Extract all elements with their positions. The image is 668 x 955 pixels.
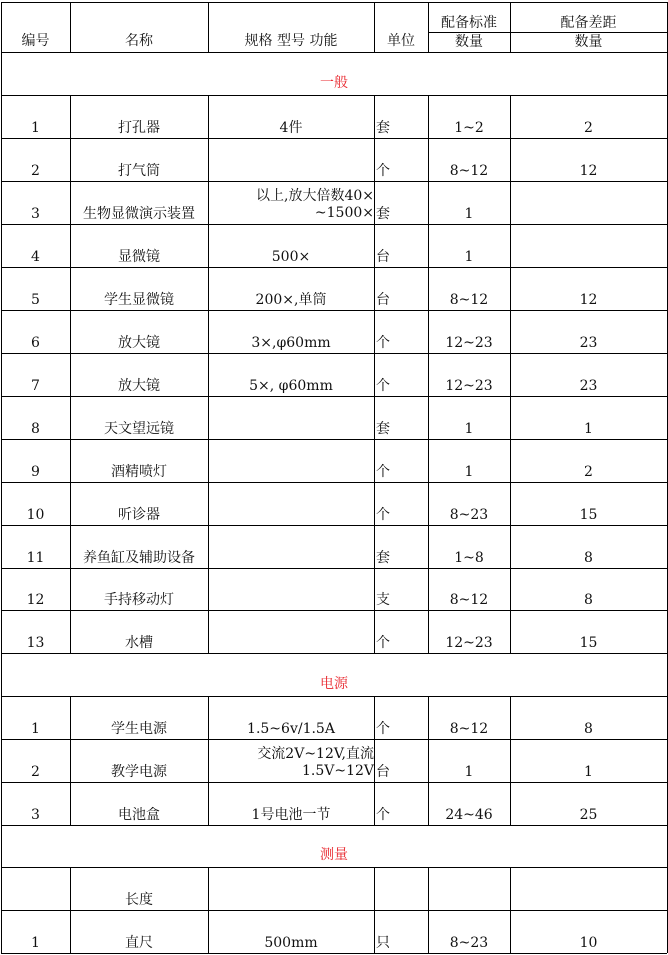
row-spec: 4件 bbox=[279, 120, 303, 136]
row-unit: 台 bbox=[376, 292, 390, 308]
row-no: 12 bbox=[26, 592, 45, 608]
row-unit: 个 bbox=[376, 507, 390, 523]
header-gap-top: 配备差距 bbox=[560, 15, 617, 31]
row-name: 直尺 bbox=[125, 935, 153, 951]
row-standard: 1 bbox=[464, 206, 474, 222]
row-no: 8 bbox=[31, 421, 40, 437]
grid-vline bbox=[374, 95, 375, 653]
row-spec bbox=[208, 867, 374, 910]
row-spec: 3×,φ60mm bbox=[251, 335, 331, 351]
row-spec: 200×,单筒 bbox=[255, 292, 327, 308]
row-name: 显微镜 bbox=[118, 249, 160, 265]
row-standard: 12~23 bbox=[445, 378, 493, 394]
grid-vline bbox=[208, 867, 209, 953]
row-standard: 8~23 bbox=[449, 935, 489, 951]
row-name: 打孔器 bbox=[118, 120, 160, 136]
row-no: 1 bbox=[31, 120, 40, 136]
row-standard: 8~12 bbox=[449, 292, 489, 308]
row-spec bbox=[208, 610, 374, 653]
grid-hline bbox=[1, 610, 667, 611]
row-gap bbox=[510, 224, 667, 267]
row-name: 长度 bbox=[125, 892, 153, 908]
grid-hline bbox=[1, 953, 667, 954]
row-spec: 5×, φ60mm bbox=[249, 378, 333, 394]
grid-hline bbox=[1, 396, 667, 397]
row-name: 生物显微演示装置 bbox=[83, 206, 195, 222]
row-gap: 15 bbox=[579, 635, 598, 651]
grid-hline bbox=[1, 267, 667, 268]
row-gap: 8 bbox=[584, 592, 593, 608]
row-standard: 1 bbox=[464, 464, 474, 480]
grid-hline bbox=[1, 95, 667, 96]
row-standard: 1 bbox=[464, 249, 474, 265]
row-standard: 8~12 bbox=[449, 721, 489, 737]
row-name: 酒精喷灯 bbox=[111, 464, 167, 480]
grid-hline bbox=[1, 825, 667, 826]
row-no: 11 bbox=[26, 550, 45, 566]
header-no: 编号 bbox=[21, 33, 50, 49]
row-standard: 8~23 bbox=[449, 507, 489, 523]
row-unit: 个 bbox=[376, 335, 390, 351]
row-spec bbox=[208, 181, 374, 224]
header-standard-divider bbox=[428, 32, 667, 33]
row-spec: 1.5~6v/1.5A bbox=[247, 721, 335, 737]
grid-vline bbox=[428, 867, 429, 953]
grid-hline bbox=[1, 525, 667, 526]
row-standard: 12~23 bbox=[445, 335, 493, 351]
row-unit: 只 bbox=[376, 935, 390, 951]
grid-hline bbox=[1, 52, 667, 53]
row-no: 13 bbox=[26, 635, 45, 651]
row-standard: 1 bbox=[464, 421, 474, 437]
grid-vline bbox=[374, 2, 375, 52]
section-title: 一般 bbox=[320, 75, 348, 91]
header-gap-bottom: 数量 bbox=[574, 34, 603, 50]
grid-vline bbox=[208, 2, 209, 52]
row-gap: 23 bbox=[579, 378, 598, 394]
row-unit: 个 bbox=[376, 721, 390, 737]
grid-hline bbox=[1, 224, 667, 225]
header-spec: 规格 型号 功能 bbox=[244, 33, 338, 49]
row-spec bbox=[208, 482, 374, 525]
grid-hline bbox=[1, 653, 667, 654]
row-gap: 2 bbox=[584, 120, 593, 136]
row-name: 电池盒 bbox=[118, 807, 160, 823]
row-gap: 10 bbox=[579, 935, 598, 951]
row-unit: 个 bbox=[376, 378, 390, 394]
row-gap: 25 bbox=[579, 807, 598, 823]
grid-hline bbox=[1, 867, 667, 868]
row-no: 5 bbox=[31, 292, 40, 308]
row-name: 听诊器 bbox=[118, 507, 160, 523]
row-spec: 1号电池一节 bbox=[251, 807, 331, 823]
grid-hline bbox=[1, 353, 667, 354]
row-gap: 8 bbox=[584, 550, 593, 566]
row-spec bbox=[208, 396, 374, 439]
row-name: 学生电源 bbox=[111, 721, 167, 737]
grid-vline bbox=[208, 696, 209, 825]
row-unit bbox=[374, 867, 428, 910]
row-gap: 8 bbox=[584, 721, 593, 737]
header-name: 名称 bbox=[125, 33, 153, 49]
spec-line-2: ~1500× bbox=[314, 205, 374, 221]
row-gap: 23 bbox=[579, 335, 598, 351]
row-standard: 12~23 bbox=[445, 635, 493, 651]
row-standard: 1 bbox=[464, 764, 474, 780]
row-no: 6 bbox=[31, 335, 40, 351]
grid-hline bbox=[1, 696, 667, 697]
grid-vline bbox=[70, 95, 71, 653]
row-no: 4 bbox=[31, 249, 40, 265]
row-spec bbox=[208, 525, 374, 568]
grid-vline bbox=[374, 696, 375, 825]
grid-vline bbox=[1, 2, 2, 953]
grid-vline bbox=[510, 95, 511, 653]
row-spec bbox=[208, 138, 374, 181]
row-no: 3 bbox=[31, 206, 40, 222]
grid-hline bbox=[1, 568, 667, 569]
row-no: 7 bbox=[31, 378, 40, 394]
row-spec bbox=[208, 568, 374, 610]
grid-hline bbox=[1, 2, 667, 3]
row-gap: 1 bbox=[584, 764, 593, 780]
row-no: 1 bbox=[31, 935, 40, 951]
row-gap bbox=[510, 181, 667, 224]
row-unit: 台 bbox=[376, 764, 390, 780]
header-standard-top: 配备标准 bbox=[441, 15, 497, 31]
spec-line-1: 以上,放大倍数40× bbox=[256, 188, 374, 204]
grid-hline bbox=[1, 181, 667, 182]
row-unit: 支 bbox=[376, 592, 390, 608]
grid-hline bbox=[1, 138, 667, 139]
row-unit: 套 bbox=[376, 120, 390, 136]
row-no: 2 bbox=[31, 163, 40, 179]
row-name: 手持移动灯 bbox=[104, 592, 174, 608]
row-no: 2 bbox=[31, 764, 40, 780]
row-spec bbox=[208, 439, 374, 482]
row-no: 10 bbox=[26, 507, 45, 523]
section-title: 电源 bbox=[320, 676, 348, 692]
grid-hline bbox=[1, 910, 667, 911]
row-name: 学生显微镜 bbox=[104, 292, 174, 308]
row-no: 9 bbox=[31, 464, 40, 480]
grid-hline bbox=[1, 482, 667, 483]
row-gap bbox=[510, 867, 667, 910]
row-gap: 15 bbox=[579, 507, 598, 523]
row-gap: 12 bbox=[579, 292, 598, 308]
row-no: 3 bbox=[31, 807, 40, 823]
grid-vline bbox=[428, 696, 429, 825]
row-standard: 8~12 bbox=[449, 163, 489, 179]
row-unit: 个 bbox=[376, 464, 390, 480]
row-gap: 12 bbox=[579, 163, 598, 179]
grid-vline bbox=[70, 867, 71, 953]
row-unit: 套 bbox=[376, 550, 390, 566]
header-unit: 单位 bbox=[387, 33, 415, 49]
grid-hline bbox=[1, 782, 667, 783]
grid-vline bbox=[428, 2, 429, 52]
row-no bbox=[1, 867, 70, 910]
grid-hline bbox=[1, 739, 667, 740]
row-unit: 个 bbox=[376, 635, 390, 651]
grid-vline bbox=[70, 696, 71, 825]
grid-vline bbox=[510, 867, 511, 953]
row-name: 养鱼缸及辅助设备 bbox=[83, 550, 195, 566]
grid-hline bbox=[1, 439, 667, 440]
row-unit: 个 bbox=[376, 807, 390, 823]
grid-vline bbox=[374, 867, 375, 953]
row-gap: 1 bbox=[584, 421, 593, 437]
row-unit: 个 bbox=[376, 163, 390, 179]
grid-vline bbox=[428, 95, 429, 653]
row-name: 天文望远镜 bbox=[104, 421, 174, 437]
row-standard: 8~12 bbox=[449, 592, 489, 608]
header-standard-bottom: 数量 bbox=[455, 34, 483, 50]
row-name: 放大镜 bbox=[118, 335, 160, 351]
grid-vline bbox=[208, 95, 209, 653]
row-standard: 24~46 bbox=[445, 807, 493, 823]
grid-vline bbox=[510, 696, 511, 825]
row-unit: 台 bbox=[376, 249, 390, 265]
row-unit: 套 bbox=[376, 421, 390, 437]
row-unit: 套 bbox=[376, 206, 390, 222]
row-spec: 500mm bbox=[264, 935, 318, 951]
grid-vline bbox=[510, 2, 511, 52]
row-spec: 500× bbox=[271, 249, 311, 265]
row-no: 1 bbox=[31, 721, 40, 737]
row-name: 水槽 bbox=[125, 635, 153, 651]
row-gap: 2 bbox=[584, 464, 593, 480]
row-name: 打气筒 bbox=[118, 163, 160, 179]
row-standard: 1~2 bbox=[454, 120, 484, 136]
spec-line-1: 交流2V~12V,直流 bbox=[257, 746, 374, 762]
grid-vline bbox=[70, 2, 71, 52]
grid-hline bbox=[1, 310, 667, 311]
row-standard: 1~8 bbox=[454, 550, 484, 566]
row-name: 放大镜 bbox=[118, 378, 160, 394]
section-title: 测量 bbox=[320, 847, 348, 863]
row-standard bbox=[428, 867, 510, 910]
spec-line-2: 1.5V~12V bbox=[301, 763, 374, 779]
row-name: 教学电源 bbox=[111, 764, 167, 780]
row-spec bbox=[208, 739, 374, 782]
